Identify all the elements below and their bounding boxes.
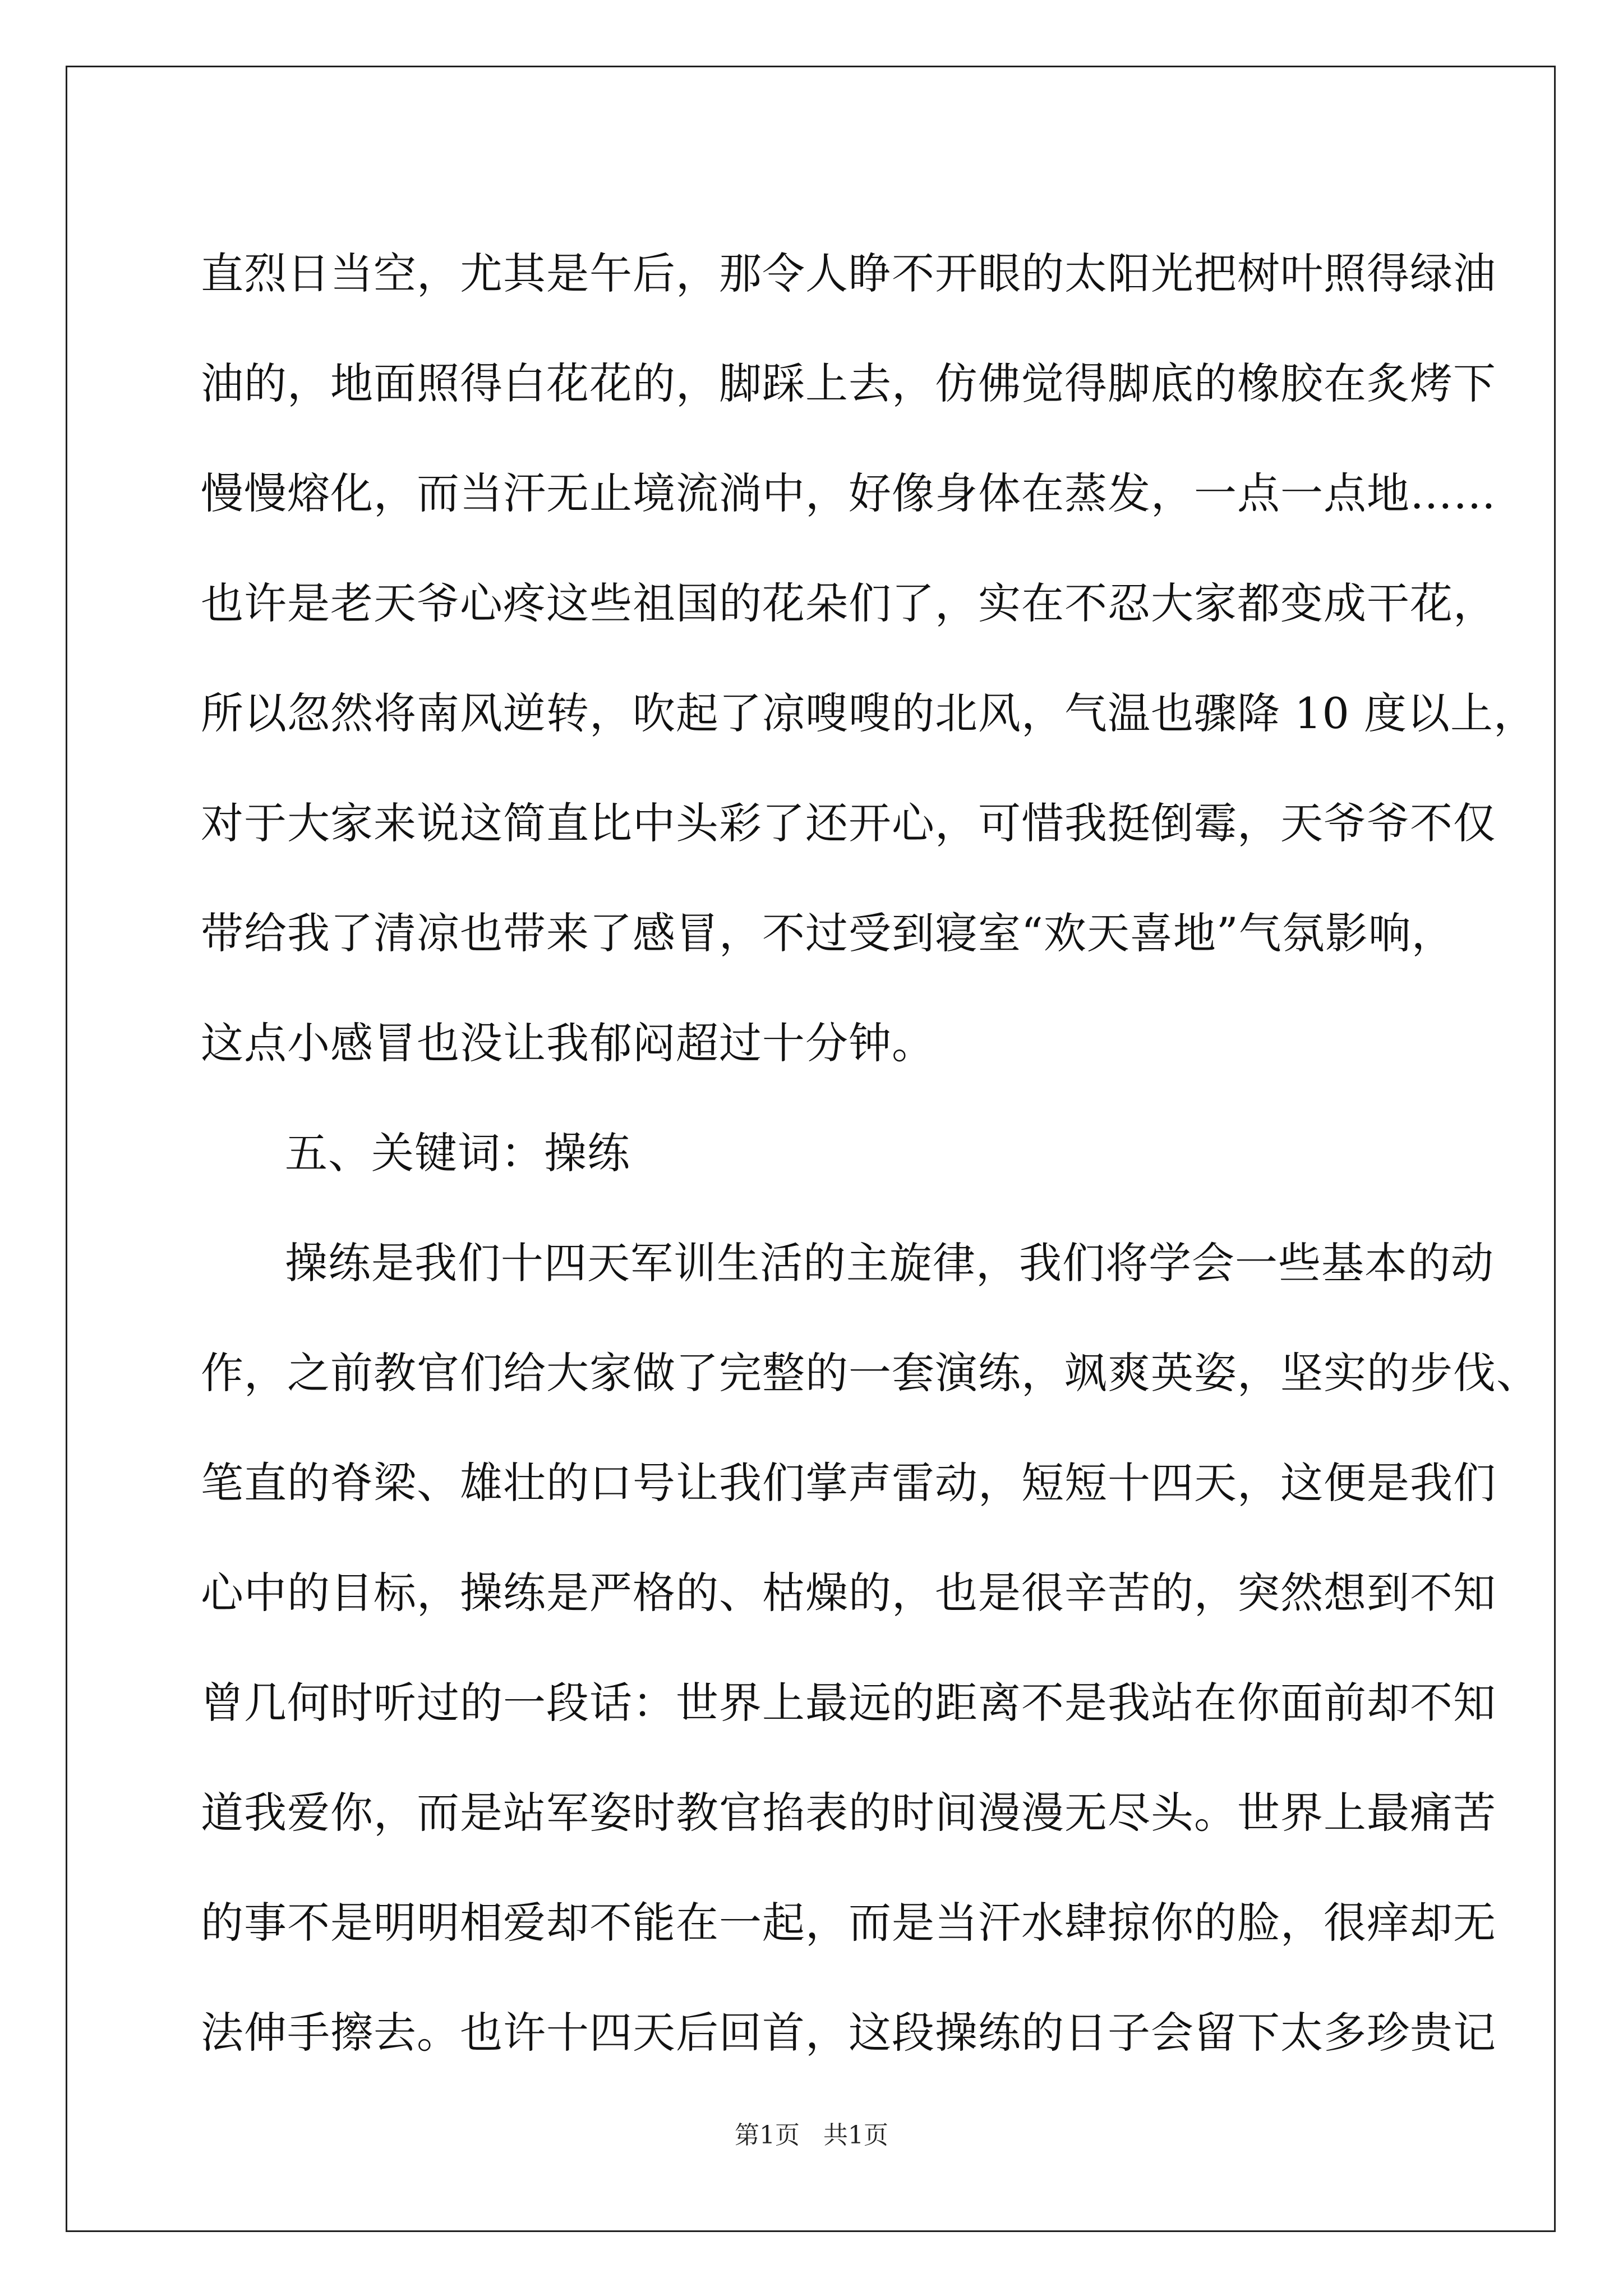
text-line: 心中的目标，操练是严格的、枯燥的，也是很辛苦的，突然想到不知 [201,1568,1496,1618]
text-line: 对于大家来说这简直比中头彩了还开心，可惜我挺倒霉，天爷爷不仅 [201,798,1496,848]
text-line: 道我爱你，而是站军姿时教官掐表的时间漫漫无尽头。世界上最痛苦 [201,1788,1496,1838]
text-line: 法伸手擦去。也许十四天后回首，这段操练的日子会留下太多珍贵记 [201,2008,1496,2058]
text-line: 直烈日当空，尤其是午后，那令人睁不开眼的太阳光把树叶照得绿油 [201,249,1496,298]
text-line: 带给我了清凉也带来了感冒，不过受到寝室“欢天喜地”气氛影响， [201,908,1455,958]
text-line: 曾几何时听过的一段话：世界上最远的距离不是我站在你面前却不知 [201,1678,1496,1728]
text-line: 慢慢熔化，而当汗无止境流淌中，好像身体在蒸发，一点一点地…… [201,468,1496,518]
text-line: 也许是老天爷心疼这些祖国的花朵们了，实在不忍大家都变成干花， [201,578,1496,628]
text-line: 笔直的脊梁、雄壮的口号让我们掌声雷动，短短十四天，这便是我们 [201,1458,1496,1508]
text-line: 所以忽然将南风逆转，吹起了凉嗖嗖的北风，气温也骤降 10 度以上， [201,688,1537,738]
section-heading: 五、关键词：操练 [285,1128,630,1178]
text-line: 的事不是明明相爱却不能在一起，而是当汗水肆掠你的脸，很痒却无 [201,1898,1496,1948]
paragraph-start-line: 操练是我们十四天军训生活的主旋律，我们将学会一些基本的动 [285,1238,1494,1288]
text-line: 这点小感冒也没让我郁闷超过十分钟。 [201,1018,935,1068]
document-body [201,219,1539,2088]
text-line: 作，之前教官们给大家做了完整的一套演练，飒爽英姿，坚实的步伐、 [201,1348,1539,1398]
text-line: 油的，地面照得白花花的，脚踩上去，仿佛觉得脚底的橡胶在炙烤下 [201,358,1496,408]
page-number: 第1页 共1页 [735,2121,888,2150]
